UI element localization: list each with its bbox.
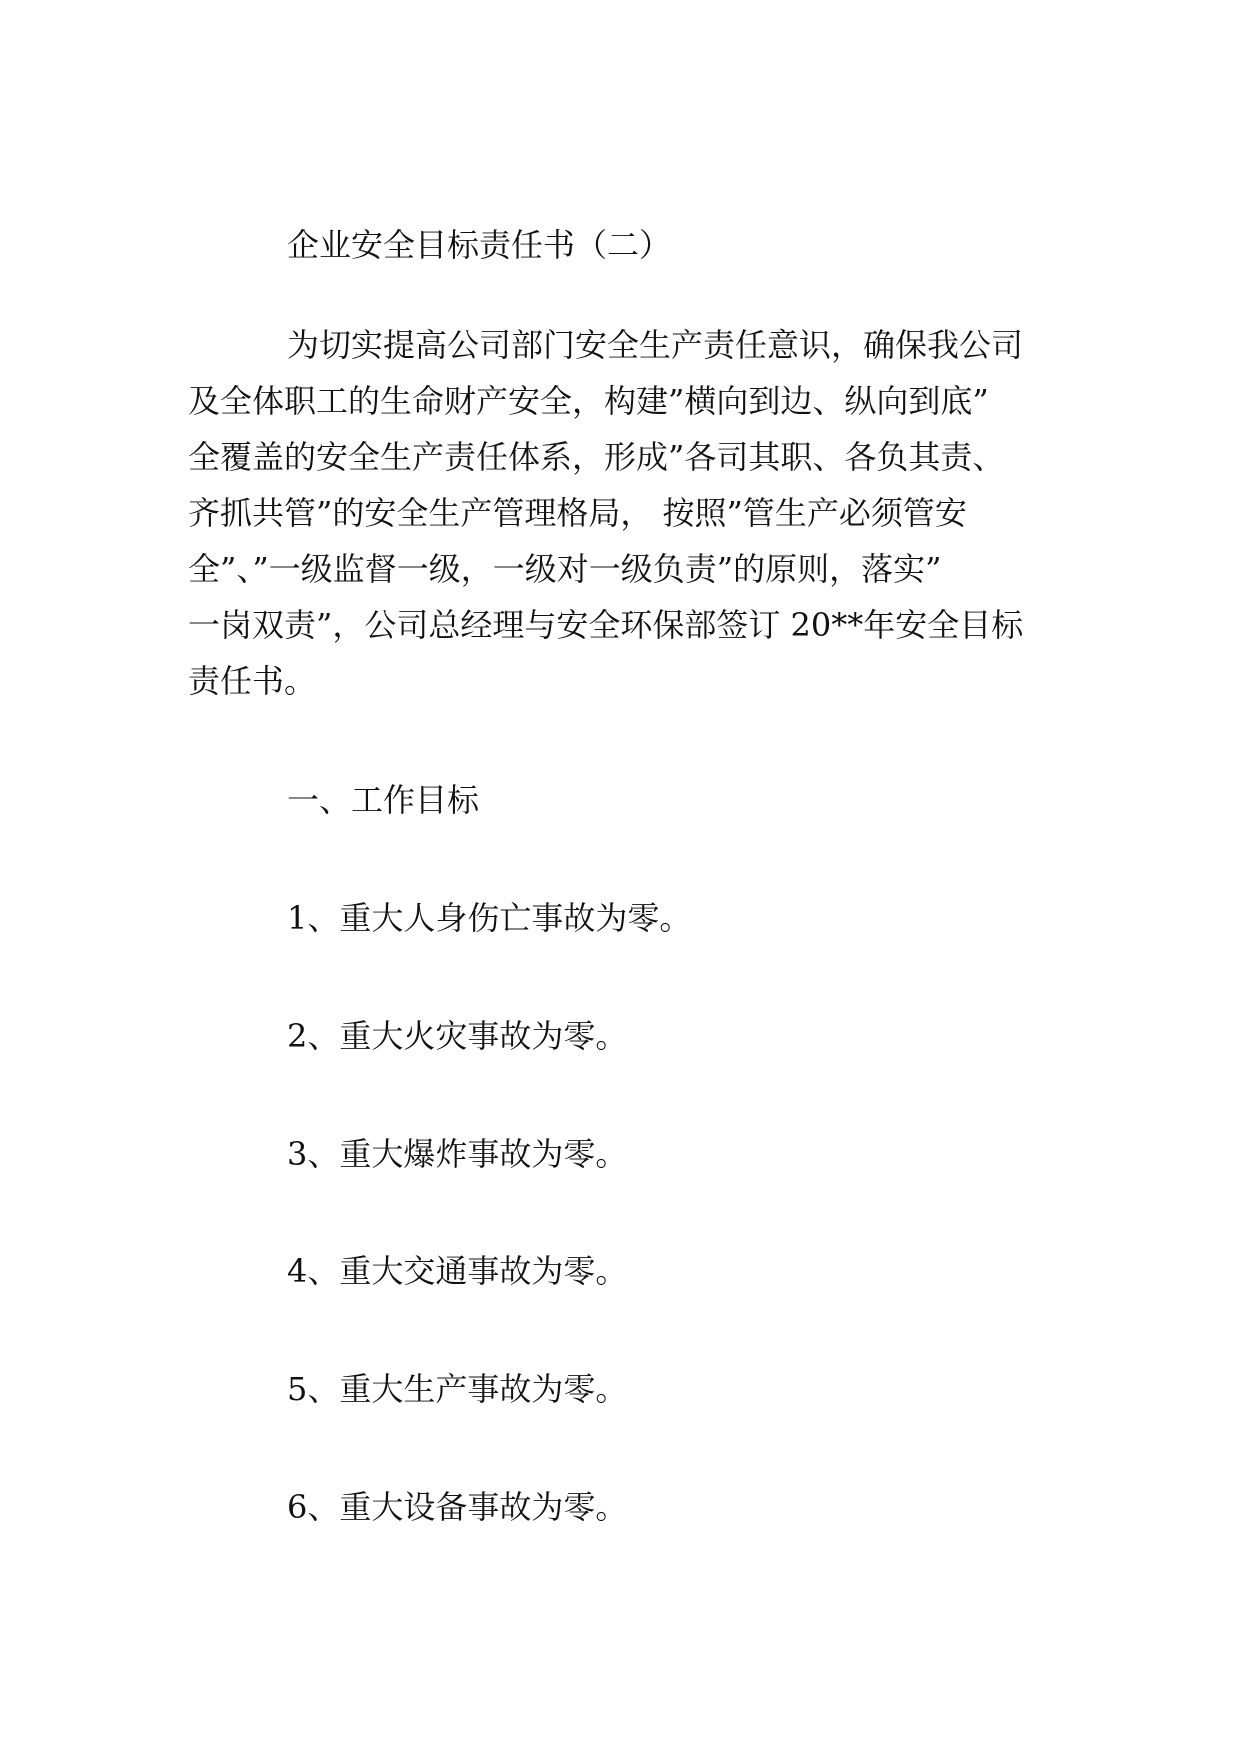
goal-item-1: 1、重大人身伤亡事故为零。 bbox=[287, 899, 692, 937]
intro-line-4: 齐抓共管”的安全生产管理格局， 按照”管生产必须管安 bbox=[188, 494, 967, 532]
goal-item-3: 3、重大爆炸事故为零。 bbox=[287, 1135, 628, 1173]
intro-line-7: 责任书。 bbox=[188, 662, 317, 700]
intro-line-1: 为切实提高公司部门安全生产责任意识，确保我公司 bbox=[287, 326, 1024, 364]
section-heading: 一、工作目标 bbox=[287, 781, 480, 819]
intro-line-2: 及全体职工的生命财产安全，构建”横向到边、纵向到底” bbox=[188, 382, 989, 420]
document-title: 企业安全目标责任书（二） bbox=[287, 226, 672, 264]
intro-line-3: 全覆盖的安全生产责任体系，形成”各司其职、各负其责、 bbox=[188, 438, 1005, 476]
intro-line-5: 全”、”一级监督一级，一级对一级负责”的原则，落实” bbox=[188, 550, 942, 588]
goal-item-4: 4、重大交通事故为零。 bbox=[287, 1252, 628, 1290]
goal-item-2: 2、重大火灾事故为零。 bbox=[287, 1017, 628, 1055]
goal-item-6: 6、重大设备事故为零。 bbox=[287, 1488, 628, 1526]
intro-line-6: 一岗双责”，公司总经理与安全环保部签订 20**年安全目标 bbox=[188, 606, 1024, 644]
goal-item-5: 5、重大生产事故为零。 bbox=[287, 1370, 628, 1408]
